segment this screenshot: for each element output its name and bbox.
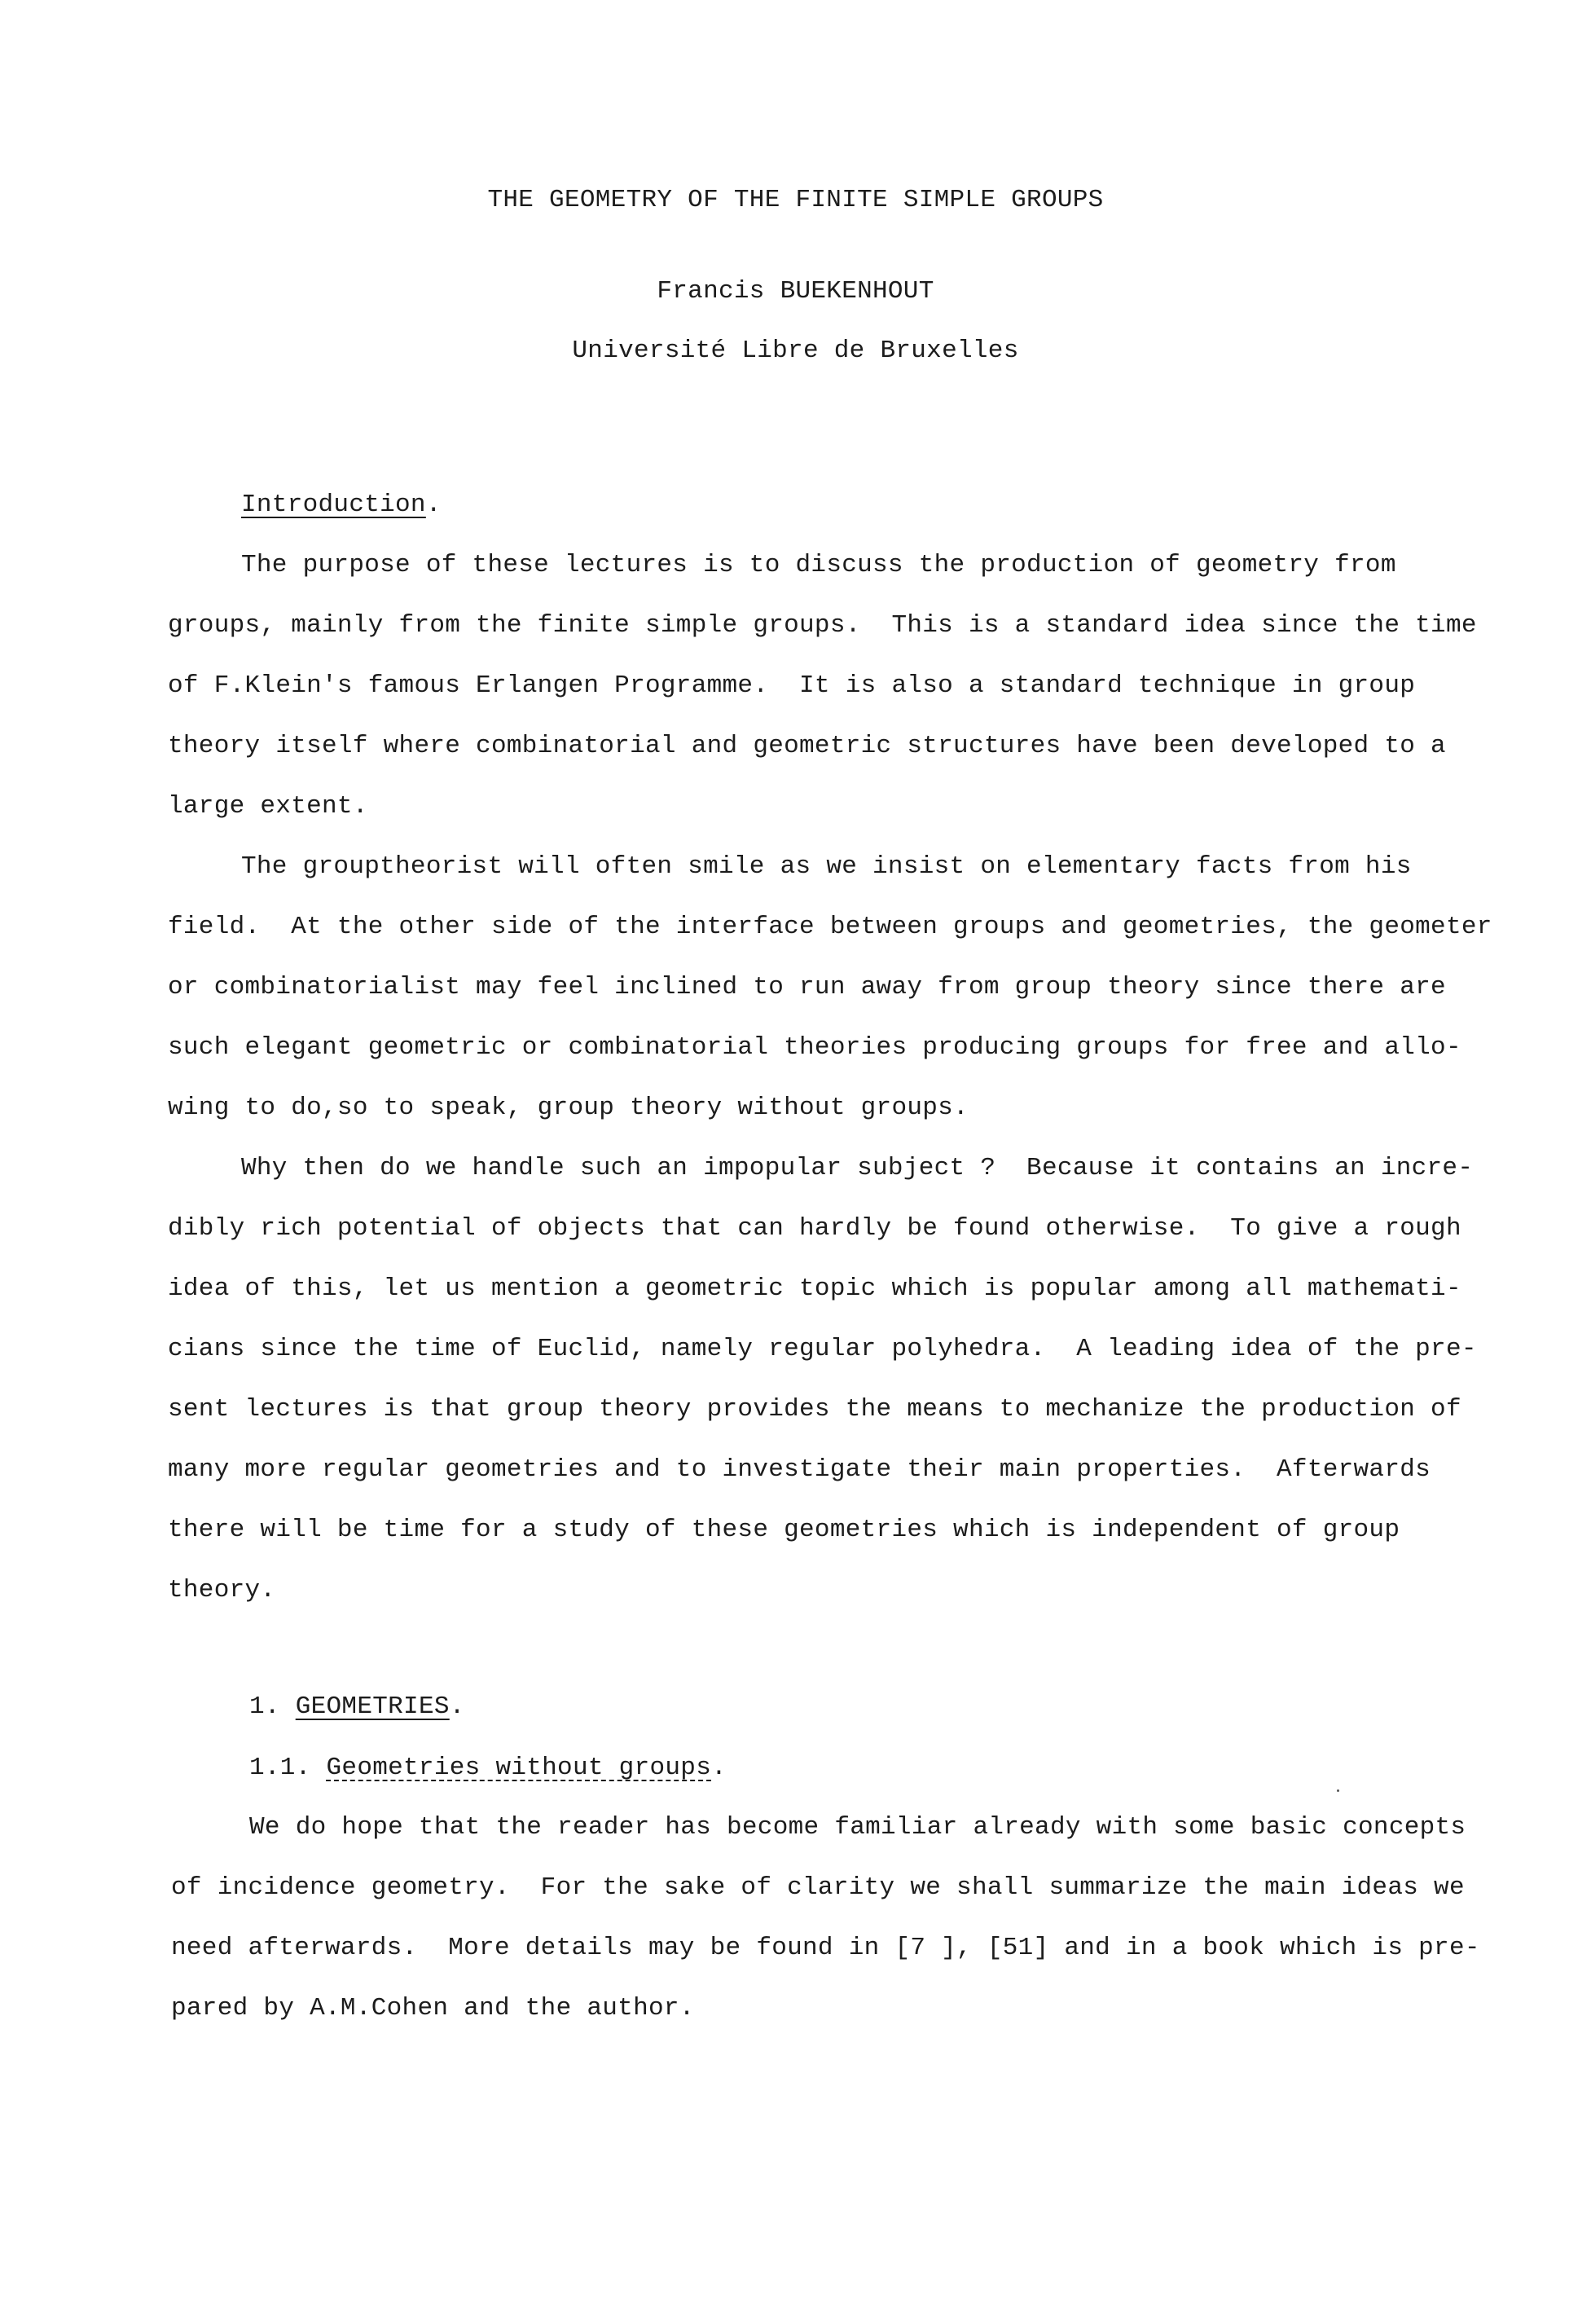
author-affiliation: Université Libre de Bruxelles — [572, 337, 1019, 365]
paragraph-line: idea of this, let us mention a geometric topic which is popular among all mathemati- — [168, 1274, 1461, 1303]
paragraph-line: cians since the time of Euclid, namely regular polyhedra. A leading idea of the pre- — [168, 1335, 1477, 1363]
paragraph-line: many more regular geometries and to investigate their main properties. Afterwards — [168, 1455, 1431, 1484]
paragraph-line: The purpose of these lectures is to discuss the production of geometry from — [241, 551, 1396, 579]
subsection-number: 1.1. — [249, 1754, 327, 1782]
paragraph-line: large extent. — [168, 792, 368, 821]
introduction-heading-text: Introduction — [241, 491, 426, 519]
paragraph-line: The grouptheorist will often smile as we insist on elementary facts from his — [241, 852, 1412, 881]
scan-speck — [1337, 1789, 1339, 1792]
introduction-heading-period: . — [425, 491, 442, 519]
paragraph-line: theory itself where combinatorial and geometric structures have been developed to a — [168, 732, 1446, 760]
paragraph-line: of F.Klein's famous Erlangen Programme. It is also a standard technique in group — [168, 671, 1416, 700]
paragraph-line: or combinatorialist may feel inclined to run away from group theory since there are — [168, 973, 1446, 1001]
paper-title: THE GEOMETRY OF THE FINITE SIMPLE GROUPS — [487, 186, 1104, 214]
paragraph-line: pared by A.M.Cohen and the author. — [171, 1994, 695, 2022]
paragraph-line: need afterwards. More details may be found in [7 ], [51] and in a book which is pre- — [171, 1934, 1480, 1962]
section-heading-geometries — [249, 1691, 465, 1723]
section-heading-text: GEOMETRIES — [295, 1692, 450, 1721]
subsection-heading-text: Geometries without groups — [326, 1754, 712, 1782]
introduction-heading — [241, 489, 442, 522]
paragraph-line: field. At the other side of the interface between groups and geometries, the geometer — [168, 913, 1492, 941]
paragraph-line: Why then do we handle such an impopular subject ? Because it contains an incre- — [241, 1154, 1474, 1182]
section-heading-period: . — [449, 1692, 465, 1721]
subsection-heading-period: . — [711, 1754, 727, 1782]
paragraph-line: there will be time for a study of these geometries which is independent of group — [168, 1516, 1400, 1544]
paragraph-line: dibly rich potential of objects that can hardly be found otherwise. To give a rough — [168, 1214, 1461, 1243]
paragraph-line: theory. — [168, 1576, 276, 1604]
paragraph-line: groups, mainly from the finite simple groups. This is a standard idea since the time — [168, 611, 1477, 640]
paragraph-line: of incidence geometry. For the sake of clarity we shall summarize the main ideas we — [171, 1873, 1465, 1902]
author-name: Francis BUEKENHOUT — [657, 277, 934, 306]
paragraph-line: wing to do,so to speak, group theory without groups. — [168, 1094, 969, 1122]
paragraph-line: such elegant geometric or combinatorial theories producing groups for free and allo- — [168, 1033, 1461, 1062]
section-number: 1. — [249, 1692, 296, 1721]
subsection-heading-geometries-without-groups — [249, 1752, 727, 1785]
paragraph-line: sent lectures is that group theory provides the means to mechanize the production of — [168, 1395, 1461, 1424]
paragraph-line: We do hope that the reader has become familiar already with some basic concepts — [249, 1813, 1466, 1842]
